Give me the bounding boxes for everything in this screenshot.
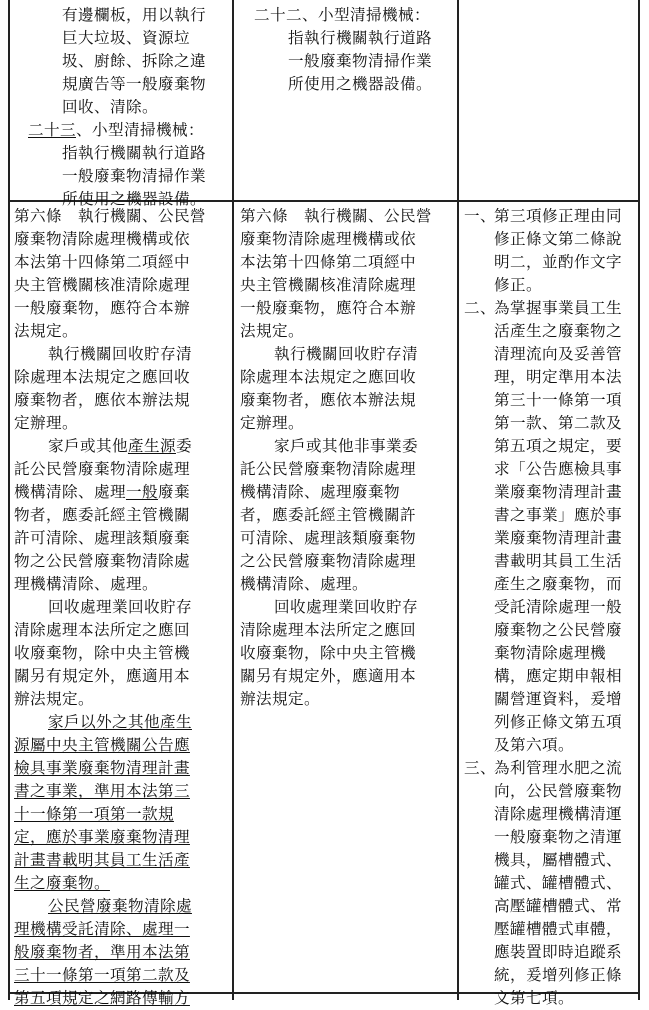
text-run: 為掌握事業員工生 [494, 299, 622, 317]
top-left-cell [14, 4, 230, 211]
amended-text: 理機構受託清除、處理一 [14, 920, 190, 938]
amended-text: 第五項規定之網路傳輸方 [14, 989, 190, 1007]
text-line: 一般廢棄物清掃作業 [288, 52, 432, 70]
text-line [14, 757, 230, 780]
amended-text: 一般 [125, 483, 158, 501]
item-number: 二、 [464, 299, 496, 317]
text-line [14, 918, 230, 941]
text-line: 所使用之機器設備。 [62, 190, 206, 208]
text-line: 許可清除、處理該類廢棄 [14, 529, 190, 547]
text-line: 一般廢棄物，應符合本辦 [14, 299, 190, 317]
text-line: 修正。 [494, 276, 542, 294]
text-line: 收廢棄物，除中央主管機 [240, 644, 416, 662]
text-line: 理機構清除、處理。 [14, 575, 158, 593]
text-line: 除處理本法規定之應回收 [240, 368, 416, 386]
text-line: 第六條 執行機關、公民營 [240, 207, 432, 225]
text-line: 文第七項。 [494, 989, 574, 1007]
text-line: 本法第十四條第二項經中 [240, 253, 416, 271]
text-line: 規廣告等一般廢棄物 [62, 75, 206, 93]
amended-text: 十一條第一項第一款規 [14, 805, 174, 823]
item-23-heading [14, 119, 230, 142]
text-line: 可清除、處理該類廢棄物 [240, 529, 416, 547]
explanation-item [464, 205, 636, 228]
text-line: 執行機關回收貯存清 [274, 345, 418, 363]
text-line: 辦法規定。 [240, 690, 320, 708]
text-line [14, 964, 230, 987]
current-article-cell [240, 205, 454, 711]
text-line: 定辦理。 [240, 414, 304, 432]
text-line: 壓罐槽體式車體， [494, 920, 622, 938]
table-border-left [8, 0, 10, 1000]
text-line: 第五項之規定，要 [494, 437, 622, 455]
text-line: 法規定。 [14, 322, 78, 340]
text-line: 產生之廢棄物，而 [494, 575, 622, 593]
amended-text: 定，應於事業廢棄物清理 [14, 828, 190, 846]
text-line: 法規定。 [240, 322, 304, 340]
text-line: 託公民營廢棄物清除處理 [14, 460, 190, 478]
amended-text: 源屬中央主管機關公告應 [14, 736, 190, 754]
text-line: 定辦理。 [14, 414, 78, 432]
explanation-cell [464, 205, 636, 1010]
explanation-item [464, 297, 636, 320]
text-line [14, 895, 230, 918]
text-line: 高壓罐槽體式、常 [494, 897, 622, 915]
text-line: 回收、清除。 [62, 98, 158, 116]
text-run: 第三項修正理由同 [494, 207, 622, 225]
item-number: 三、 [464, 759, 496, 777]
text-line: 罐式、罐槽體式、 [494, 874, 622, 892]
text-line [14, 803, 230, 826]
text-line: 向，公民營廢棄物 [494, 782, 622, 800]
text-line: 辦法規定。 [14, 690, 94, 708]
text-line: 央主管機關核准清除處理 [14, 276, 190, 294]
text-line: 明二，並酌作文字 [494, 253, 622, 271]
text-line: 所使用之機器設備。 [288, 75, 432, 93]
text-run: 廢棄 [157, 483, 190, 501]
amended-text: 書之事業，準用本法第三 [14, 782, 190, 800]
text-line: 關營運資料，爰增 [494, 690, 622, 708]
text-line: 之公民營廢棄物清除處理 [240, 552, 416, 570]
text-line: 書之事業」應於事 [494, 506, 622, 524]
table-border-right [638, 0, 640, 1000]
text-line [14, 849, 230, 872]
text-line: 應裝置即時追蹤系 [494, 943, 622, 961]
text-line: 本法第十四條第二項經中 [14, 253, 190, 271]
text-line: 廢棄物者，應依本辦法規 [240, 391, 416, 409]
text-line: 回收處理業回收貯存 [274, 598, 418, 616]
text-line: 業廢棄物清理計畫 [494, 529, 622, 547]
text-line: 第六條 執行機關、公民營 [14, 207, 206, 225]
text-line: 物者，應委託經主管機關 [14, 506, 190, 524]
text-line: 回收處理業回收貯存 [48, 598, 192, 616]
amended-text: 三十一條第一項第二款及 [14, 966, 190, 984]
text-line: 巨大垃圾、資源垃 [62, 29, 190, 47]
text-line [14, 872, 230, 895]
text-line: 受託清除處理一般 [494, 598, 622, 616]
text-line: 廢棄物者，應依本辦法規 [14, 391, 190, 409]
text-line: 修正條文第二條說 [494, 230, 622, 248]
text-line: 收廢棄物，除中央主管機 [14, 644, 190, 662]
text-line: 家戶或其他非事業委 [274, 437, 418, 455]
text-line: 第三十一條第一項 [494, 391, 622, 409]
text-line: 機構清除、處理。 [240, 575, 368, 593]
item-23-label: 二十三 [28, 121, 76, 139]
text-line: 圾、廚餘、拆除之違 [62, 52, 206, 70]
text-line [14, 987, 230, 1010]
column-divider-2 [457, 0, 459, 1000]
amended-text: 家戶以外之其他產生 [48, 713, 192, 731]
text-line: 有邊欄板，用以執行 [62, 6, 206, 24]
text-line: 除處理本法規定之應回收 [14, 368, 190, 386]
text-line: 統，爰增列修正條 [494, 966, 622, 984]
amended-text: 計畫書載明其員工生活產 [14, 851, 190, 869]
text-line: 求「公告應檢具事 [494, 460, 622, 478]
text-run: 機構清除、處理 [14, 483, 126, 501]
text-line [14, 826, 230, 849]
text-line [14, 780, 230, 803]
text-line: 清除處理本法所定之應回 [14, 621, 190, 639]
text-run: 家戶或其他 [48, 437, 128, 455]
text-line [14, 941, 230, 964]
text-line: 廢棄物清除處理機構或依 [240, 230, 416, 248]
text-line: 書載明其員工生活 [494, 552, 622, 570]
text-line: 關另有規定外，應適用本 [240, 667, 416, 685]
text-line: 廢棄物之公民營廢 [494, 621, 622, 639]
amended-article-cell [14, 205, 230, 1010]
amended-text: 產生源 [127, 437, 176, 455]
text-line: 一般廢棄物清掃作業 [62, 167, 206, 185]
text-line: 機構清除、處理廢棄物 [240, 483, 400, 501]
text-line: 活產生之廢棄物之 [494, 322, 622, 340]
text-line [14, 481, 230, 504]
text-line: 央主管機關核准清除處理 [240, 276, 416, 294]
item-22-heading: 二十二、小型清掃機械： [254, 6, 430, 24]
text-line: 關另有規定外，應適用本 [14, 667, 190, 685]
text-line: 清理流向及妥善管 [494, 345, 622, 363]
text-line: 託公民營廢棄物清除處理 [240, 460, 416, 478]
text-line: 廢棄物清除處理機構或依 [14, 230, 190, 248]
text-line: 構，應定期申報相 [494, 667, 622, 685]
text-line: 及第六項。 [494, 736, 574, 754]
text-line: 者，應委託經主管機關許 [240, 506, 416, 524]
text-line [14, 711, 230, 734]
text-line: 指執行機關執行道路 [288, 29, 432, 47]
text-line: 執行機關回收貯存清 [48, 345, 192, 363]
amended-text: 檢具事業廢棄物清理計畫 [14, 759, 190, 777]
text-line [14, 435, 230, 458]
amended-text: 生之廢棄物。 [14, 874, 110, 892]
text-line: 清除處理機構清運 [494, 805, 622, 823]
text-line: 棄物清除處理機 [494, 644, 606, 662]
explanation-item [464, 757, 636, 780]
amended-text: 般廢棄物者，準用本法第 [14, 943, 190, 961]
text-line: 一般廢棄物之清運 [494, 828, 622, 846]
text-line: 清除處理本法所定之應回 [240, 621, 416, 639]
amended-text: 公民營廢棄物清除處 [48, 897, 192, 915]
text-run: 委 [175, 437, 192, 455]
text-line: 指執行機關執行道路 [62, 144, 206, 162]
text-line [14, 734, 230, 757]
text-line: 列修正條文第五項 [494, 713, 622, 731]
text-line: 機具，屬槽體式、 [494, 851, 622, 869]
text-line: 業廢棄物清理計畫 [494, 483, 622, 501]
column-divider-1 [232, 0, 234, 1000]
top-middle-cell [240, 4, 454, 96]
item-number: 一、 [464, 207, 496, 225]
text-line: 理，明定準用本法 [494, 368, 622, 386]
text-run: 為利管理水肥之流 [494, 759, 622, 777]
text-line: 一般廢棄物，應符合本辦 [240, 299, 416, 317]
item-23-title: 、小型清掃機械： [75, 121, 204, 139]
text-line: 物之公民營廢棄物清除處 [14, 552, 190, 570]
text-line: 第一款、第二款及 [494, 414, 622, 432]
